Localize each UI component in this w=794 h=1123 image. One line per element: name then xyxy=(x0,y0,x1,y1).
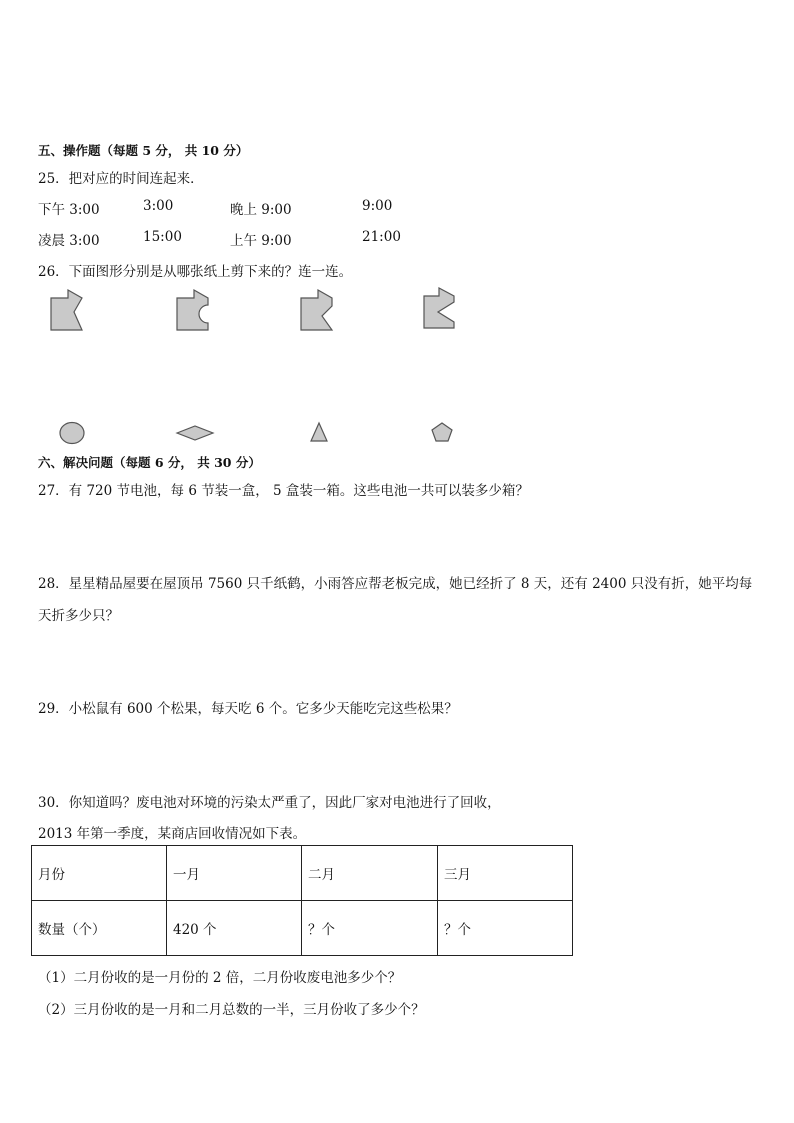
table-cell: ？个 xyxy=(438,901,573,956)
q30-sub1: （1）二月份收的是一月份的 2 倍，二月份收废电池多少个？ xyxy=(38,970,402,986)
cut-paper-3-figure xyxy=(298,288,334,334)
table-cell: ？个 xyxy=(302,901,438,956)
circle-shape xyxy=(58,421,86,445)
table-cell: 三月 xyxy=(438,846,573,901)
q26-text: 26．下面图形分别是从哪张纸上剪下来的？连一连。 xyxy=(38,264,353,280)
q25-time-dawn-3: 凌晨 3:00 xyxy=(38,233,100,249)
table-cell: 数量（个） xyxy=(32,901,167,956)
q25-time-9-00: 9:00 xyxy=(362,198,393,214)
cut-paper-2-figure xyxy=(174,288,210,334)
q27-text: 27．有 720 节电池，每 6 节装一盒， 5 盒装一箱。这些电池一共可以装多少箱？ xyxy=(38,483,529,499)
q25-time-afternoon-3: 下午 3:00 xyxy=(38,202,100,218)
table-header-row xyxy=(32,846,573,901)
q28-text-line2: 天折多少只？ xyxy=(38,608,119,624)
q30-text-line1: 30．你知道吗？废电池对环境的污染太严重了，因此厂家对电池进行了回收， xyxy=(38,795,501,811)
cut-paper-1-figure xyxy=(48,288,84,334)
triangle-shape xyxy=(308,421,330,443)
cut-paper-4-figure xyxy=(421,286,457,332)
table-cell: 420 个 xyxy=(167,901,302,956)
q28-text-line1: 28．星星精品屋要在屋顶吊 7560 只千纸鹤，小雨答应帮老板完成，她已经折了 8 天，还有 2400 只没有折，她平均每 xyxy=(38,576,753,592)
table-cell: 二月 xyxy=(302,846,438,901)
q25-time-15-00: 15:00 xyxy=(143,229,182,245)
pentagon-shape xyxy=(430,421,454,443)
q30-sub2: （2）三月份收的是一月和二月总数的一半，三月份收了多少个？ xyxy=(38,1002,425,1018)
q29-text: 29．小松鼠有 600 个松果，每天吃 6 个。它多少天能吃完这些松果？ xyxy=(38,701,458,717)
q30-text-line2: 2013 年第一季度，某商店回收情况如下表。 xyxy=(38,826,307,842)
q25-time-21-00: 21:00 xyxy=(362,229,401,245)
q25-time-3-00: 3:00 xyxy=(143,198,174,214)
table-cell: 一月 xyxy=(167,846,302,901)
table-cell: 月份 xyxy=(32,846,167,901)
section5-heading: 五、操作题（每题 5 分， 共 10 分） xyxy=(38,143,249,158)
q25-text: 25．把对应的时间连起来． xyxy=(38,171,204,187)
table-row xyxy=(32,901,573,956)
section6-heading: 六、解决问题（每题 6 分， 共 30 分） xyxy=(38,455,261,470)
q25-time-evening-9: 晚上 9:00 xyxy=(230,202,292,218)
rhombus-shape xyxy=(175,424,215,442)
q25-time-morning-9: 上午 9:00 xyxy=(230,233,292,249)
recycling-table xyxy=(31,845,573,956)
